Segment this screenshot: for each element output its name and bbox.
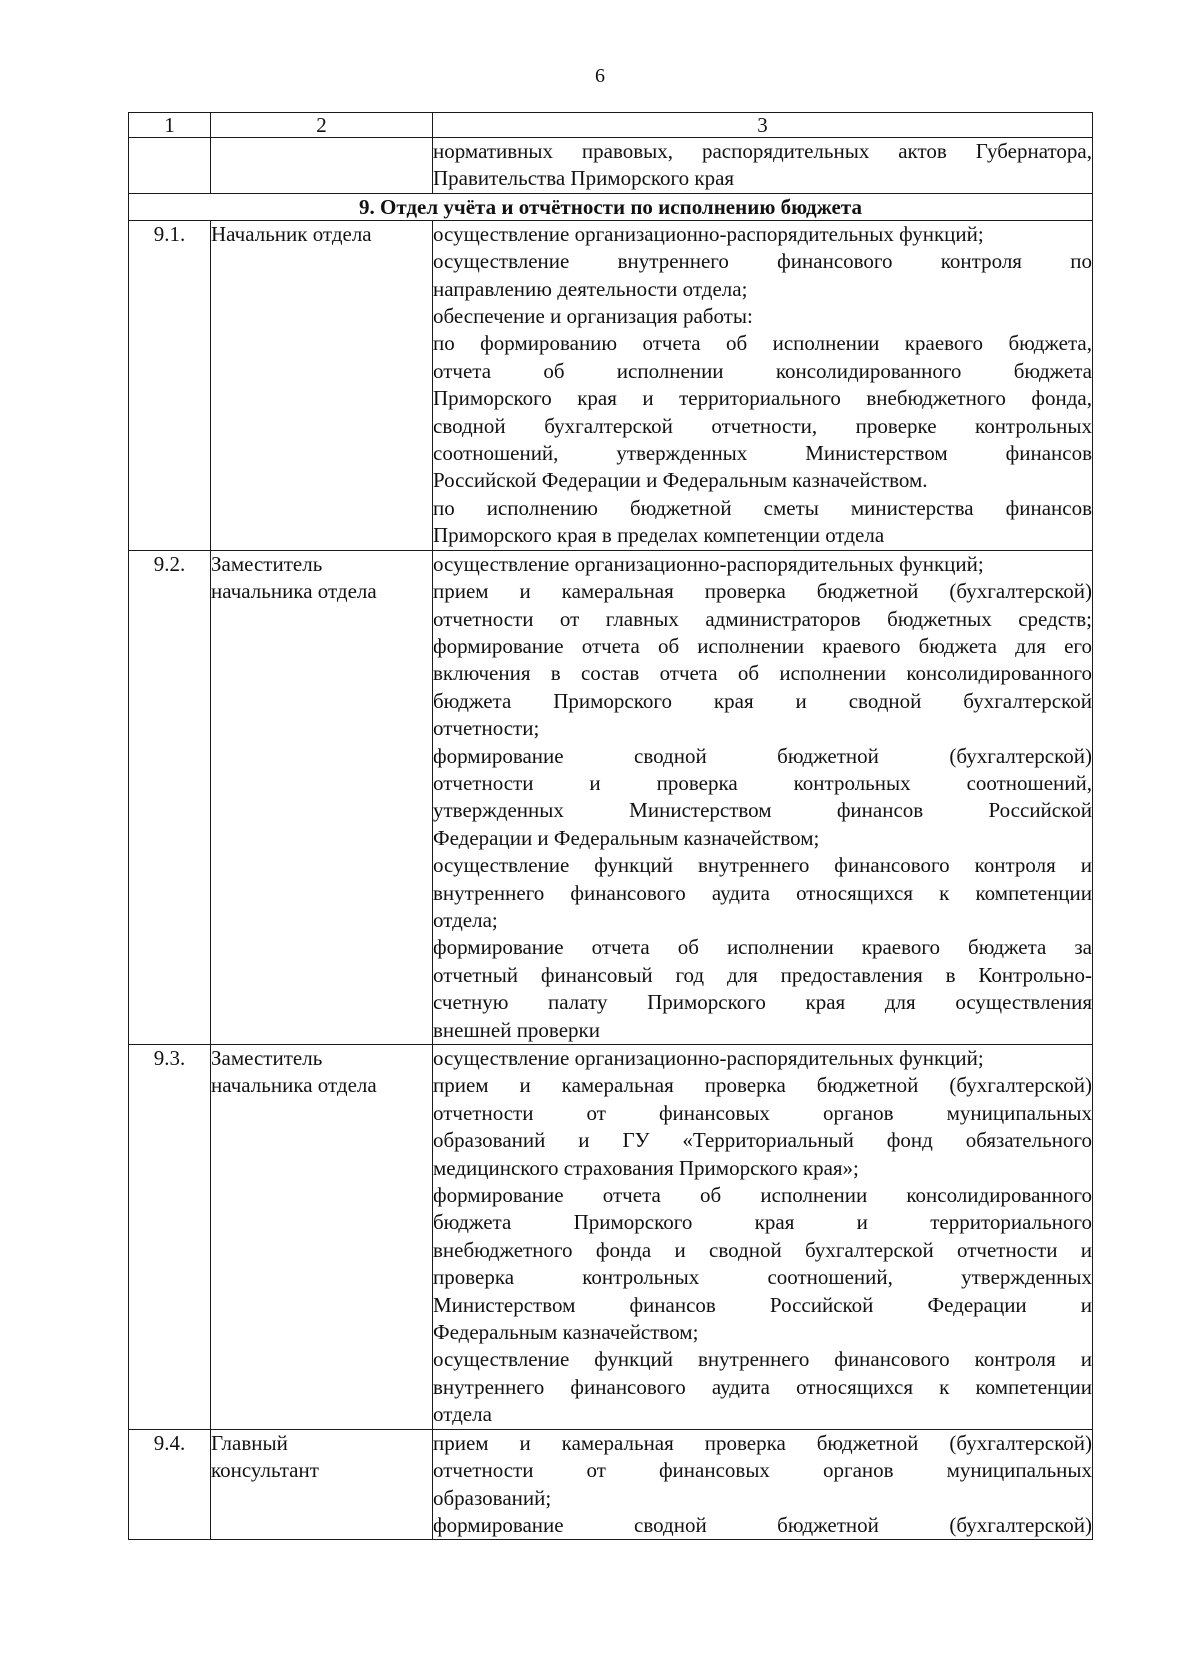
duty-line: отчетности от финансовых органов муниципальных [433,1100,1092,1125]
position-line: консультант [211,1458,319,1483]
table-row [129,1429,1093,1540]
duty-line: медицинского страхования Приморского края»; [433,1155,859,1180]
duty-line: внутреннего финансового аудита относящихся к компетенции [433,880,1092,905]
duty-line: утвержденных Министерством финансов Российской [433,798,1092,823]
duty-line: Приморского края и территориального внебюджетного фонда, [433,386,1092,411]
duty-line: отдела [433,1402,492,1427]
duty-line: по исполнению бюджетной сметы министерства финансов [433,495,1092,520]
duty-line: отчетности и проверка контрольных соотношений, [433,770,1092,795]
duty-line: внешней проверки [433,1017,600,1042]
continuation-num-cell [129,138,211,194]
duty-line: Российской Федерации и Федеральным казначейством. [433,468,928,493]
duty-line: осуществление организационно-распорядительных функций; [433,221,984,246]
duty-line: образований; [433,1485,552,1510]
section-title: 9. Отдел учёта и отчётности по исполнению бюджета [129,193,1093,220]
duty-line: бюджета Приморского края и сводной бухгалтерской [433,688,1092,713]
duty-line: Министерством финансов Российской Федерации и [433,1292,1092,1317]
column-number-row [129,113,1093,138]
duty-line: Приморского края в пределах компетенции отдела [433,523,885,548]
duty-line: отчетности; [433,716,540,741]
position-line: начальника отдела [211,579,377,604]
table-row [129,220,1093,550]
duty-line: отчетности от главных администраторов бюджетных средств; [433,606,1092,631]
position-cell [211,1045,433,1430]
duty-line: отдела; [433,907,498,932]
duty-line: соотношений, утвержденных Министерством финансов [433,441,1092,466]
table-row [129,1045,1093,1430]
duty-line: Федерации и Федеральным казначейством; [433,825,820,850]
table-row [129,550,1093,1044]
duty-line: формирование сводной бюджетной (бухгалтерской) [433,743,1092,768]
duty-line: осуществление организационно-распорядительных функций; [433,551,984,576]
continuation-duties-cell [433,138,1093,194]
position-line: Заместитель [211,1046,323,1070]
position-cell [211,550,433,1044]
duty-line: формирование отчета об исполнении краевого бюджета за [433,935,1092,960]
section-heading-row [129,193,1093,220]
duty-line: прием и камеральная проверка бюджетной (бухгалтерской) [433,579,1092,604]
duty-line: отчетный финансовый год для предоставления в Контрольно- [433,962,1092,987]
duty-line: бюджета Приморского края и территориального [433,1210,1092,1235]
duty-line: отчета об исполнении консолидированного бюджета [433,358,1092,383]
position-line: начальника отдела [211,1073,377,1098]
duty-line: образований и ГУ «Территориальный фонд обязательного [433,1128,1092,1153]
duty-line: счетную палату Приморского края для осуществления [433,990,1092,1015]
duty-line: осуществление функций внутреннего финансового контроля и [433,1347,1092,1372]
duty-line: осуществление организационно-распорядительных функций; [433,1046,984,1070]
duty-line: по формированию отчета об исполнении краевого бюджета, [433,331,1092,356]
duty-line: внутреннего финансового аудита относящихся к компетенции [433,1374,1092,1399]
column-header-1: 1 [129,113,211,138]
row-number: 9.2. [129,550,211,1044]
duty-line: проверка контрольных соотношений, утвержденных [433,1265,1092,1290]
duty-line: сводной бухгалтерской отчетности, проверке контрольных [433,413,1092,438]
duty-line: Правительства Приморского края [433,166,735,191]
staff-duties-table [128,112,1093,1540]
duty-line: Федеральным казначейством; [433,1320,699,1345]
duties-cell [433,220,1093,550]
duty-line: нормативных правовых, распорядительных актов Губернатора, [433,139,1092,163]
position-cell [211,220,433,550]
position-cell [211,1429,433,1540]
position-line: Главный [211,1430,288,1455]
position-line: Начальник отдела [211,221,372,246]
duty-line: направлению деятельности отдела; [433,276,748,301]
duty-line: внебюджетного фонда и сводной бухгалтерской отчетности и [433,1237,1092,1262]
position-line: Заместитель [211,551,323,576]
duties-cell [433,1045,1093,1430]
duty-line: обеспечение и организация работы: [433,304,753,329]
duty-line: осуществление функций внутреннего финансового контроля и [433,853,1092,878]
duty-line: включения в состав отчета об исполнении консолидированного [433,661,1092,686]
duty-line: формирование отчета об исполнении консолидированного [433,1183,1092,1208]
duties-cell [433,1429,1093,1540]
duties-cell [433,550,1093,1044]
duty-line: прием и камеральная проверка бюджетной (бухгалтерской) [433,1430,1092,1455]
row-number: 9.3. [129,1045,211,1430]
duty-line: отчетности от финансовых органов муниципальных [433,1458,1092,1483]
column-header-3: 3 [433,113,1093,138]
duty-line: формирование отчета об исполнении краевого бюджета для его [433,633,1092,658]
continuation-position-cell [211,138,433,194]
continuation-row [129,138,1093,194]
row-number: 9.4. [129,1429,211,1540]
duty-line: прием и камеральная проверка бюджетной (бухгалтерской) [433,1073,1092,1098]
duty-line: формирование сводной бюджетной (бухгалтерской) [433,1512,1092,1537]
duty-line: осуществление внутреннего финансового контроля по [433,249,1092,274]
page-number: 6 [595,65,605,87]
column-header-2: 2 [211,113,433,138]
row-number: 9.1. [129,220,211,550]
